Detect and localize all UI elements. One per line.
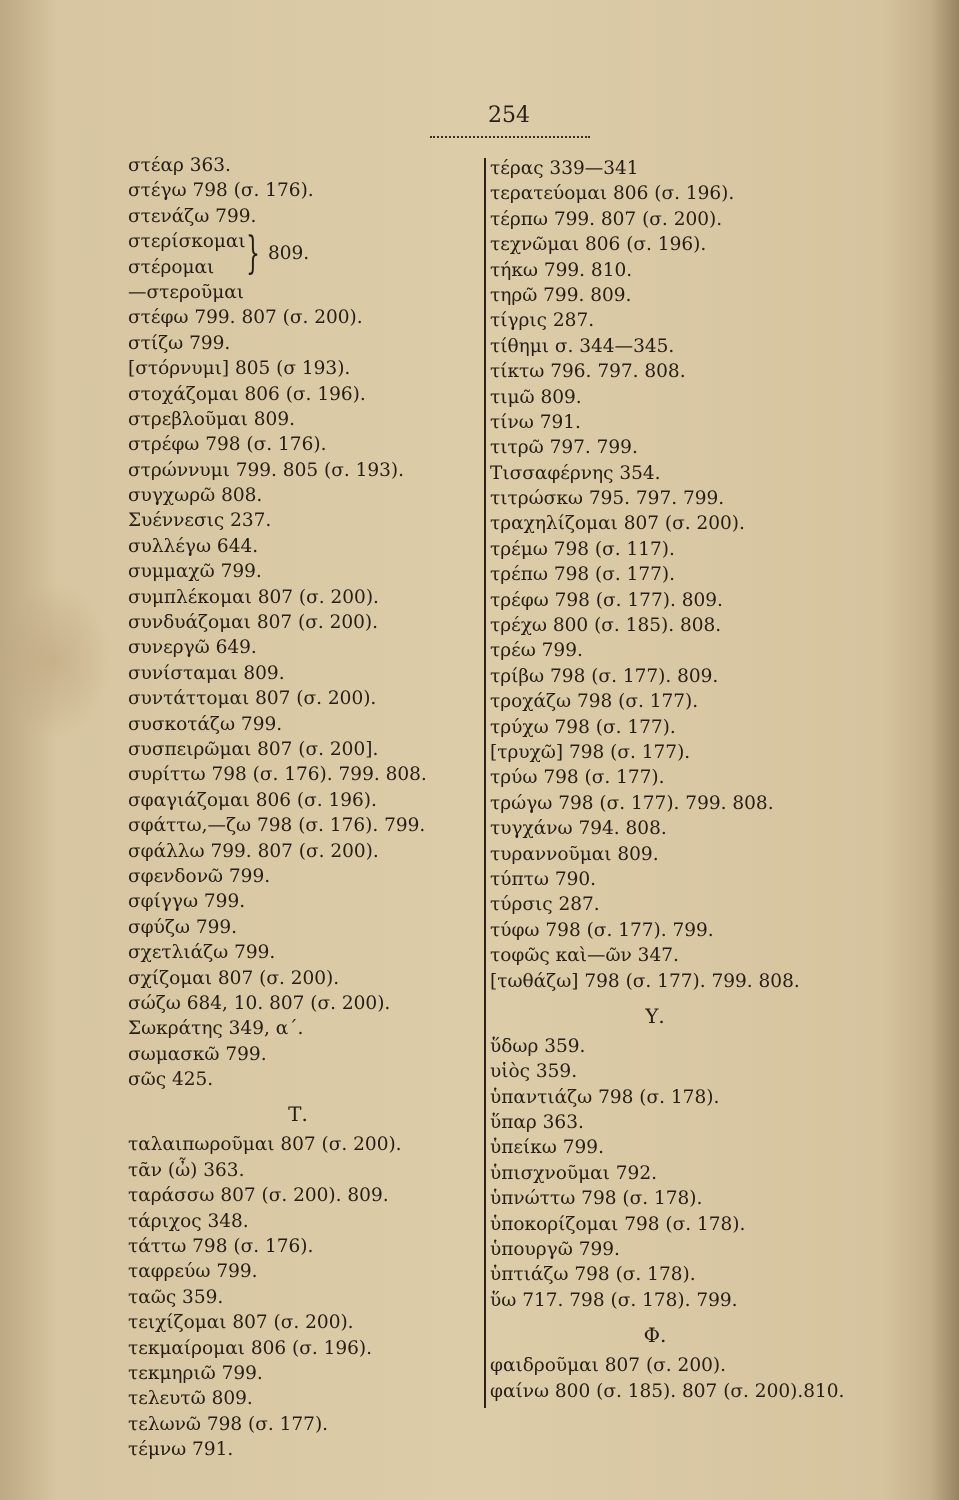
index-entry: τίκτω 796. 797. 808. [490,361,686,383]
section-letter-heading [490,1313,820,1353]
index-entry: τρέπω 798 (σ. 177). [490,564,676,586]
index-entry: στίζω 799. [128,332,231,354]
section-letter-heading [490,994,820,1034]
header-ornament-rule [430,130,590,138]
index-entry: τερατεύομαι 806 (σ. 196). [490,183,735,205]
index-entry: τρίβω 798 (σ. 177). 809. [490,665,719,687]
index-entry: ὑπνώττω 798 (σ. 178). [490,1188,703,1210]
index-entry: συνδυάζομαι 807 (σ. 200). [128,612,379,634]
index-entry: στοχάζομαι 806 (σ. 196). [128,383,366,405]
index-entry: τεκμαίρομαι 806 (σ. 196). [128,1337,373,1359]
index-entry: σχετλιάζω 799. [128,942,276,964]
index-entry: στρεβλοῦμαι 809. [128,408,295,430]
index-entry: τιτρῶ 797. 799. [490,437,638,459]
index-entry: συγχωρῶ 808. [128,485,263,507]
index-entry: συσκοτάζω 799. [128,713,283,735]
index-entry: υἱὸς 359. [490,1061,578,1083]
index-entry: σφαγιάζομαι 806 (σ. 196). [128,789,377,811]
index-entry: ὑποκορίζομαι 798 (σ. 178). [490,1213,746,1235]
index-entry: τιτρώσκω 795. 797. 799. [490,488,725,510]
index-entry: στρώννυμι 799. 805 (σ. 193). [128,459,405,481]
paper-stain [0,580,110,740]
index-entry: τιμῶ 809. [490,386,582,408]
index-entry: στέρομαι [128,256,215,278]
index-entry: Τισσαφέρνης 354. [490,462,661,484]
index-entry: συμμαχῶ 799. [128,561,262,583]
index-entry: συντάττομαι 807 (σ. 200). [128,688,377,710]
index-entry: τέρας 339—341 [490,158,639,179]
index-entry: τηρῶ 799. 809. [490,284,632,306]
index-entry: συλλέγω 644. [128,535,259,557]
index-entry: [τωθάζω] 798 (σ. 177). 799. 808. [490,970,800,992]
index-entry: τίνω 791. [490,411,581,433]
index-entry: ταῶς 359. [128,1286,224,1308]
brace-reference: 809. [268,243,310,265]
index-entry: τᾶν (ὦ) 363. [128,1159,245,1181]
index-entry: τύρσις 287. [490,894,600,916]
page-number: 254 [488,103,530,128]
index-entry: τύφω 798 (σ. 177). 799. [490,919,714,941]
index-entry: ὑπαντιάζω 798 (σ. 178). [490,1086,720,1108]
index-entry: ὑπισχνοῦμαι 792. [490,1162,657,1184]
index-entry: Συέννεσις 237. [128,510,272,532]
brace-symbol: } [246,228,260,280]
index-entry: τρέμω 798 (σ. 117). [490,538,675,560]
index-entry: τρέω 799. [490,640,583,662]
index-entry-brace-group [128,229,468,280]
index-entry: συνεργῶ 649. [128,637,257,659]
index-entry: στρέφω 798 (σ. 176). [128,434,327,456]
index-entry: τοφῶς καὶ—ῶν 347. [490,945,679,967]
index-entry: ταφρεύω 799. [128,1261,258,1283]
index-entry: τειχίζομαι 807 (σ. 200). [128,1312,354,1334]
index-entry: ὑπείκω 799. [490,1137,604,1159]
index-entry: τίγρις 287. [490,310,595,332]
index-entry: τύπτω 790. [490,868,597,890]
index-entry: [στόρνυμι] 805 (σ 193). [128,358,351,380]
index-entry: ὑπουργῶ 799. [490,1239,620,1261]
section-letter: Τ. [288,1102,308,1127]
index-entry: τρύχω 798 (σ. 177). [490,716,676,738]
index-entry: ὕδωρ 359. [490,1035,586,1057]
index-entry: τέρπω 799. 807 (σ. 200). [490,208,723,230]
index-entry: ὕπαρ 363. [490,1112,584,1134]
index-entry: τρύω 798 (σ. 177). [490,767,665,789]
section-letter-heading [128,1092,468,1132]
index-entry: συνίσταμαι 809. [128,662,285,684]
index-entry: τελωνῶ 798 (σ. 177). [128,1413,329,1435]
index-entry: ταλαιπωροῦμαι 807 (σ. 200). [128,1134,402,1156]
index-entry: στενάζω 799. [128,205,257,227]
index-entry: [τρυχῶ] 798 (σ. 177). [490,741,691,763]
index-entry: ὕω 717. 798 (σ. 178). 799. [490,1289,738,1311]
index-entry: συρίττω 798 (σ. 176). 799. 808. [128,764,427,786]
index-entry: σωμασκῶ 799. [128,1043,267,1065]
index-entry: σφενδονῶ 799. [128,865,271,887]
index-entry: σφίγγω 799. [128,891,246,913]
index-entry: τάριχος 348. [128,1210,249,1232]
index-entry: στερίσκομαι [128,231,246,253]
index-entry: τάττω 798 (σ. 176). [128,1236,314,1258]
index-entry: σφάττω,—ζω 798 (σ. 176). 799. [128,815,426,837]
index-entry: στέφω 799. 807 (σ. 200). [128,307,363,329]
index-entry: σφύζω 799. [128,916,238,938]
index-entry: τρώγω 798 (σ. 177). 799. 808. [490,792,774,814]
index-column-right [490,156,844,1404]
index-entry: συμπλέκομαι 807 (σ. 200). [128,586,379,608]
index-entry: τραχηλίζομαι 807 (σ. 200). [490,513,745,535]
index-entry: τήκω 799. 810. [490,259,633,281]
section-letter: Υ. [645,1003,665,1028]
index-entry: τρέχω 800 (σ. 185). 808. [490,615,722,637]
index-entry: τίθημι σ. 344—345. [490,335,675,357]
index-entry: ταράσσω 807 (σ. 200). 809. [128,1185,389,1207]
index-entry: ὑπτιάζω 798 (σ. 178). [490,1264,696,1286]
section-letter: Φ. [643,1323,667,1348]
index-column-left [128,153,468,1463]
index-entry: φαίνω 800 (σ. 185). 807 (σ. 200).810. [490,1380,845,1402]
index-entry: Σωκράτης 349, α΄. [128,1018,304,1040]
index-entry: στέαρ 363. [128,155,231,176]
index-entry: τυγχάνω 794. 808. [490,818,667,840]
index-entry: στέγω 798 (σ. 176). [128,180,314,202]
index-entry: —στεροῦμαι [128,281,244,303]
index-entry: σῶς 425. [128,1069,214,1091]
index-entry: τελευτῶ 809. [128,1388,253,1410]
index-entry: τέμνω 791. [128,1439,234,1461]
index-entry: συσπειρῶμαι 807 (σ. 200]. [128,739,379,760]
column-divider [484,158,486,1408]
index-entry: τροχάζω 798 (σ. 177). [490,691,699,713]
index-entry: τρέφω 798 (σ. 177). 809. [490,589,723,611]
book-spine-shadow [931,0,959,1500]
index-entry: σφάλλω 799. 807 (σ. 200). [128,840,379,862]
index-entry: τεχνῶμαι 806 (σ. 196). [490,234,707,256]
index-entry: τεκμηριῶ 799. [128,1362,263,1384]
index-entry: φαιδροῦμαι 807 (σ. 200). [490,1355,726,1377]
index-entry: σώζω 684, 10. 807 (σ. 200). [128,992,391,1014]
index-entry: σχίζομαι 807 (σ. 200). [128,967,340,989]
index-entry: τυραννοῦμαι 809. [490,843,659,865]
